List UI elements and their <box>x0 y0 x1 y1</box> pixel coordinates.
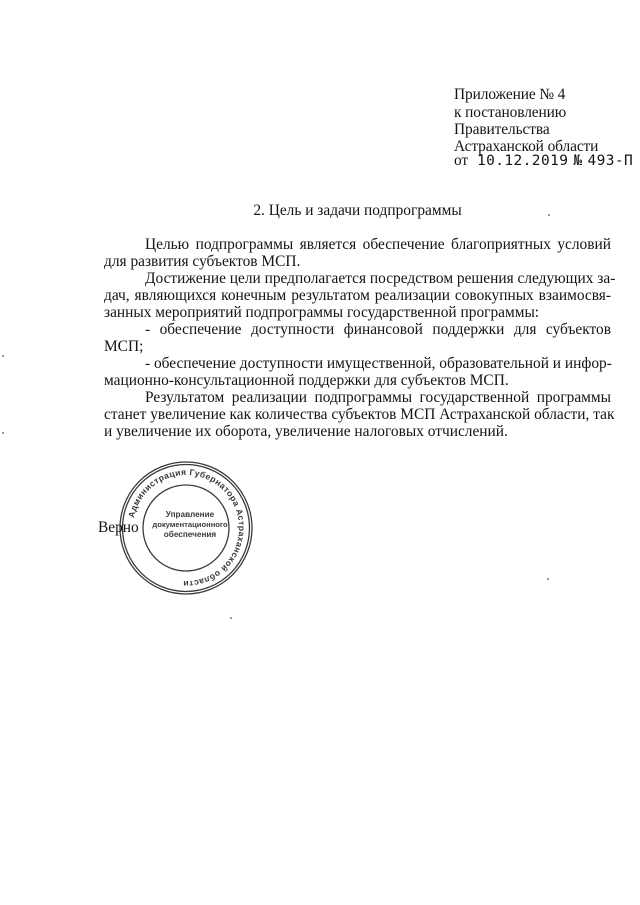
body-line: Достижение цели предполагается посредством решения следующих за- <box>145 270 616 287</box>
scan-speck <box>2 355 4 357</box>
section-heading: 2. Цель и задачи подпрограммы <box>253 202 462 219</box>
decree-date: 10.12.2019 <box>477 153 569 169</box>
scan-speck <box>547 578 549 580</box>
decree-number: 493-П <box>587 153 634 169</box>
body-line: станет увеличение как количества субъектов МСП Астраханской области, так <box>104 406 615 423</box>
appendix-label: Приложение № 4 <box>454 86 566 103</box>
seal-center-line-3: обеспечения <box>163 530 217 539</box>
body-line: занных мероприятий подпрограммы государственной программы: <box>104 304 540 321</box>
body-line: и увеличение их оборота, увеличение налоговых отчислений. <box>104 423 508 440</box>
body-line: дач, являющихся конечным результатом реализации совокупных взаимосвя- <box>104 287 611 304</box>
body-line: мационно-консультационной поддержки для субъектов МСП. <box>104 372 509 389</box>
certification-label: Верно <box>98 519 139 536</box>
appendix-region-line: Астраханской области <box>454 138 599 155</box>
body-line: для развития субъектов МСП. <box>104 253 301 270</box>
seal-center-line-1: Управление <box>165 510 215 519</box>
appendix-ref-line: к постановлению <box>454 104 567 121</box>
seal-ring-text: Администрация Губернатора Астраханской области <box>126 466 248 590</box>
body-line: Результатом реализации подпрограммы государственной программы <box>145 389 611 406</box>
scan-speck <box>2 432 4 434</box>
scan-speck <box>230 617 232 619</box>
body-line: - обеспечение доступности финансовой поддержки для субъектов <box>145 321 611 338</box>
number-sign: № <box>573 153 583 169</box>
seal-center-line-2: документационного <box>152 520 228 529</box>
body-line: МСП; <box>104 338 144 355</box>
body-line: Целью подпрограммы является обеспечение благоприятных условий <box>145 236 611 253</box>
appendix-date-line <box>454 151 633 171</box>
date-prefix: от <box>454 152 469 169</box>
appendix-issuer-line: Правительства <box>454 121 550 138</box>
scan-speck <box>548 214 550 216</box>
body-line: - обеспечение доступности имущественной, образовательной и инфор- <box>145 355 612 372</box>
